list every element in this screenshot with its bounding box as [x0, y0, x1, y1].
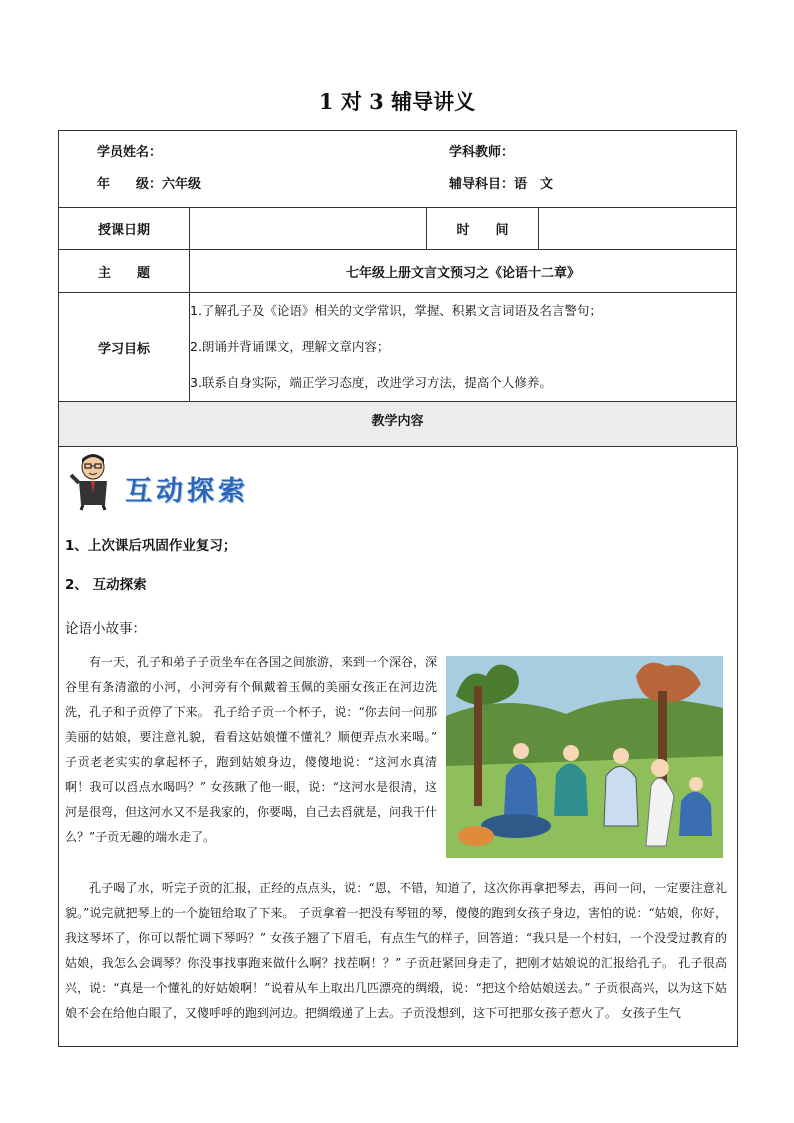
goal-item: 3.联系自身实际，端正学习态度，改进学习方法，提高个人修养。 [190, 375, 552, 390]
time-label: 时 间 [427, 208, 539, 250]
grade-label: 年 级：六年级 [97, 177, 202, 192]
section-interactive-explore: 2、 互动探索 [65, 577, 147, 593]
goal-item: 2.朗诵并背诵课文，理解文章内容； [190, 339, 390, 354]
interactive-explore-banner [69, 453, 269, 509]
document-title: 1 对 3 辅导讲义 [318, 89, 476, 114]
section-story-heading: 论语小故事： [65, 621, 146, 637]
topic-label: 主 题 [59, 250, 190, 293]
goal-item: 1.了解孔子及《论语》相关的文学常识，掌握、积累文言词语及名言警句； [190, 303, 602, 318]
date-label: 授课日期 [59, 208, 190, 250]
banner-title: 互动探索 [125, 476, 249, 507]
teaching-content-header: 教学内容 [59, 402, 737, 447]
teacher-cartoon-icon [69, 453, 117, 511]
story-paragraph-2: 孔子喝了水，听完子贡的汇报，正经的点点头，说：“恩，不错，知道了，这次你再拿把琴去，再问一问，一定要注意礼貌。”说完就把琴上的一个旋钮给取了下来。 子贡拿着一把没有琴钮的琴，傻傻的跑到女孩子身边，害怕的说：“姑娘，你好，我这琴坏了，你可以帮忙调下琴吗？” 女孩子翘了下眉毛，有点生气的样子，回答道：“我只是一个村妇，一个没受过教育的姑娘，我怎么会调琴？你没事找事跑来做什么啊？找茬啊！？” 子贡赶紧回身走了，把刚才姑娘说的汇报给孔子。 孔子很高兴，说：“真是一个懂礼的好姑娘啊！”说着从车上取出几匹漂亮的绸缎，说：“把这个给姑娘送去。” 子贡很高兴，以为这下姑娘不会在给他白眼了，又傻呼呼的跑到河边。把绸缎递了上去。子贡没想到，这下可把那女孩子惹火了。 女孩子生气 [65, 881, 727, 1020]
lesson-info-table [58, 130, 737, 447]
teaching-content-area [58, 447, 738, 1047]
confucius-illustration [446, 656, 723, 858]
topic-value: 七年级上册文言文预习之《论语十二章》 [190, 250, 737, 293]
section-homework-review: 1、上次课后巩固作业复习； [65, 538, 237, 554]
subject-label: 辅导科目：语 文 [449, 177, 554, 192]
date-value [190, 208, 427, 250]
story-paragraph-1: 有一天，孔子和弟子子贡坐车在各国之间旅游，来到一个深谷，深谷里有条清澈的小河，小河旁有个佩戴着玉佩的美丽女孩正在河边洗洗，孔子和子贡停了下来。 孔子给子贡一个杯子，说：“你去问一问那美丽的姑娘，要注意礼貌，看看这姑娘懂不懂礼？顺便弄点水来喝。” 子贡老老实实的拿起杯子，跑到姑娘身边，傻傻地说：“这河水真清啊！我可以舀点水喝吗？” 女孩瞅了他一眼，说：“这河水是很清，这河是很弯，但这河水又不是我家的，你要喝，自己去舀就是，问我干什么？”子贡无趣的端水走了。 [65, 655, 438, 844]
teacher-label: 学科教师： [449, 145, 515, 160]
time-value [539, 208, 737, 250]
goals-list [190, 293, 737, 402]
student-name-label: 学员姓名： [97, 145, 163, 160]
goals-label: 学习目标 [59, 293, 190, 402]
student-info-cell [59, 131, 737, 208]
